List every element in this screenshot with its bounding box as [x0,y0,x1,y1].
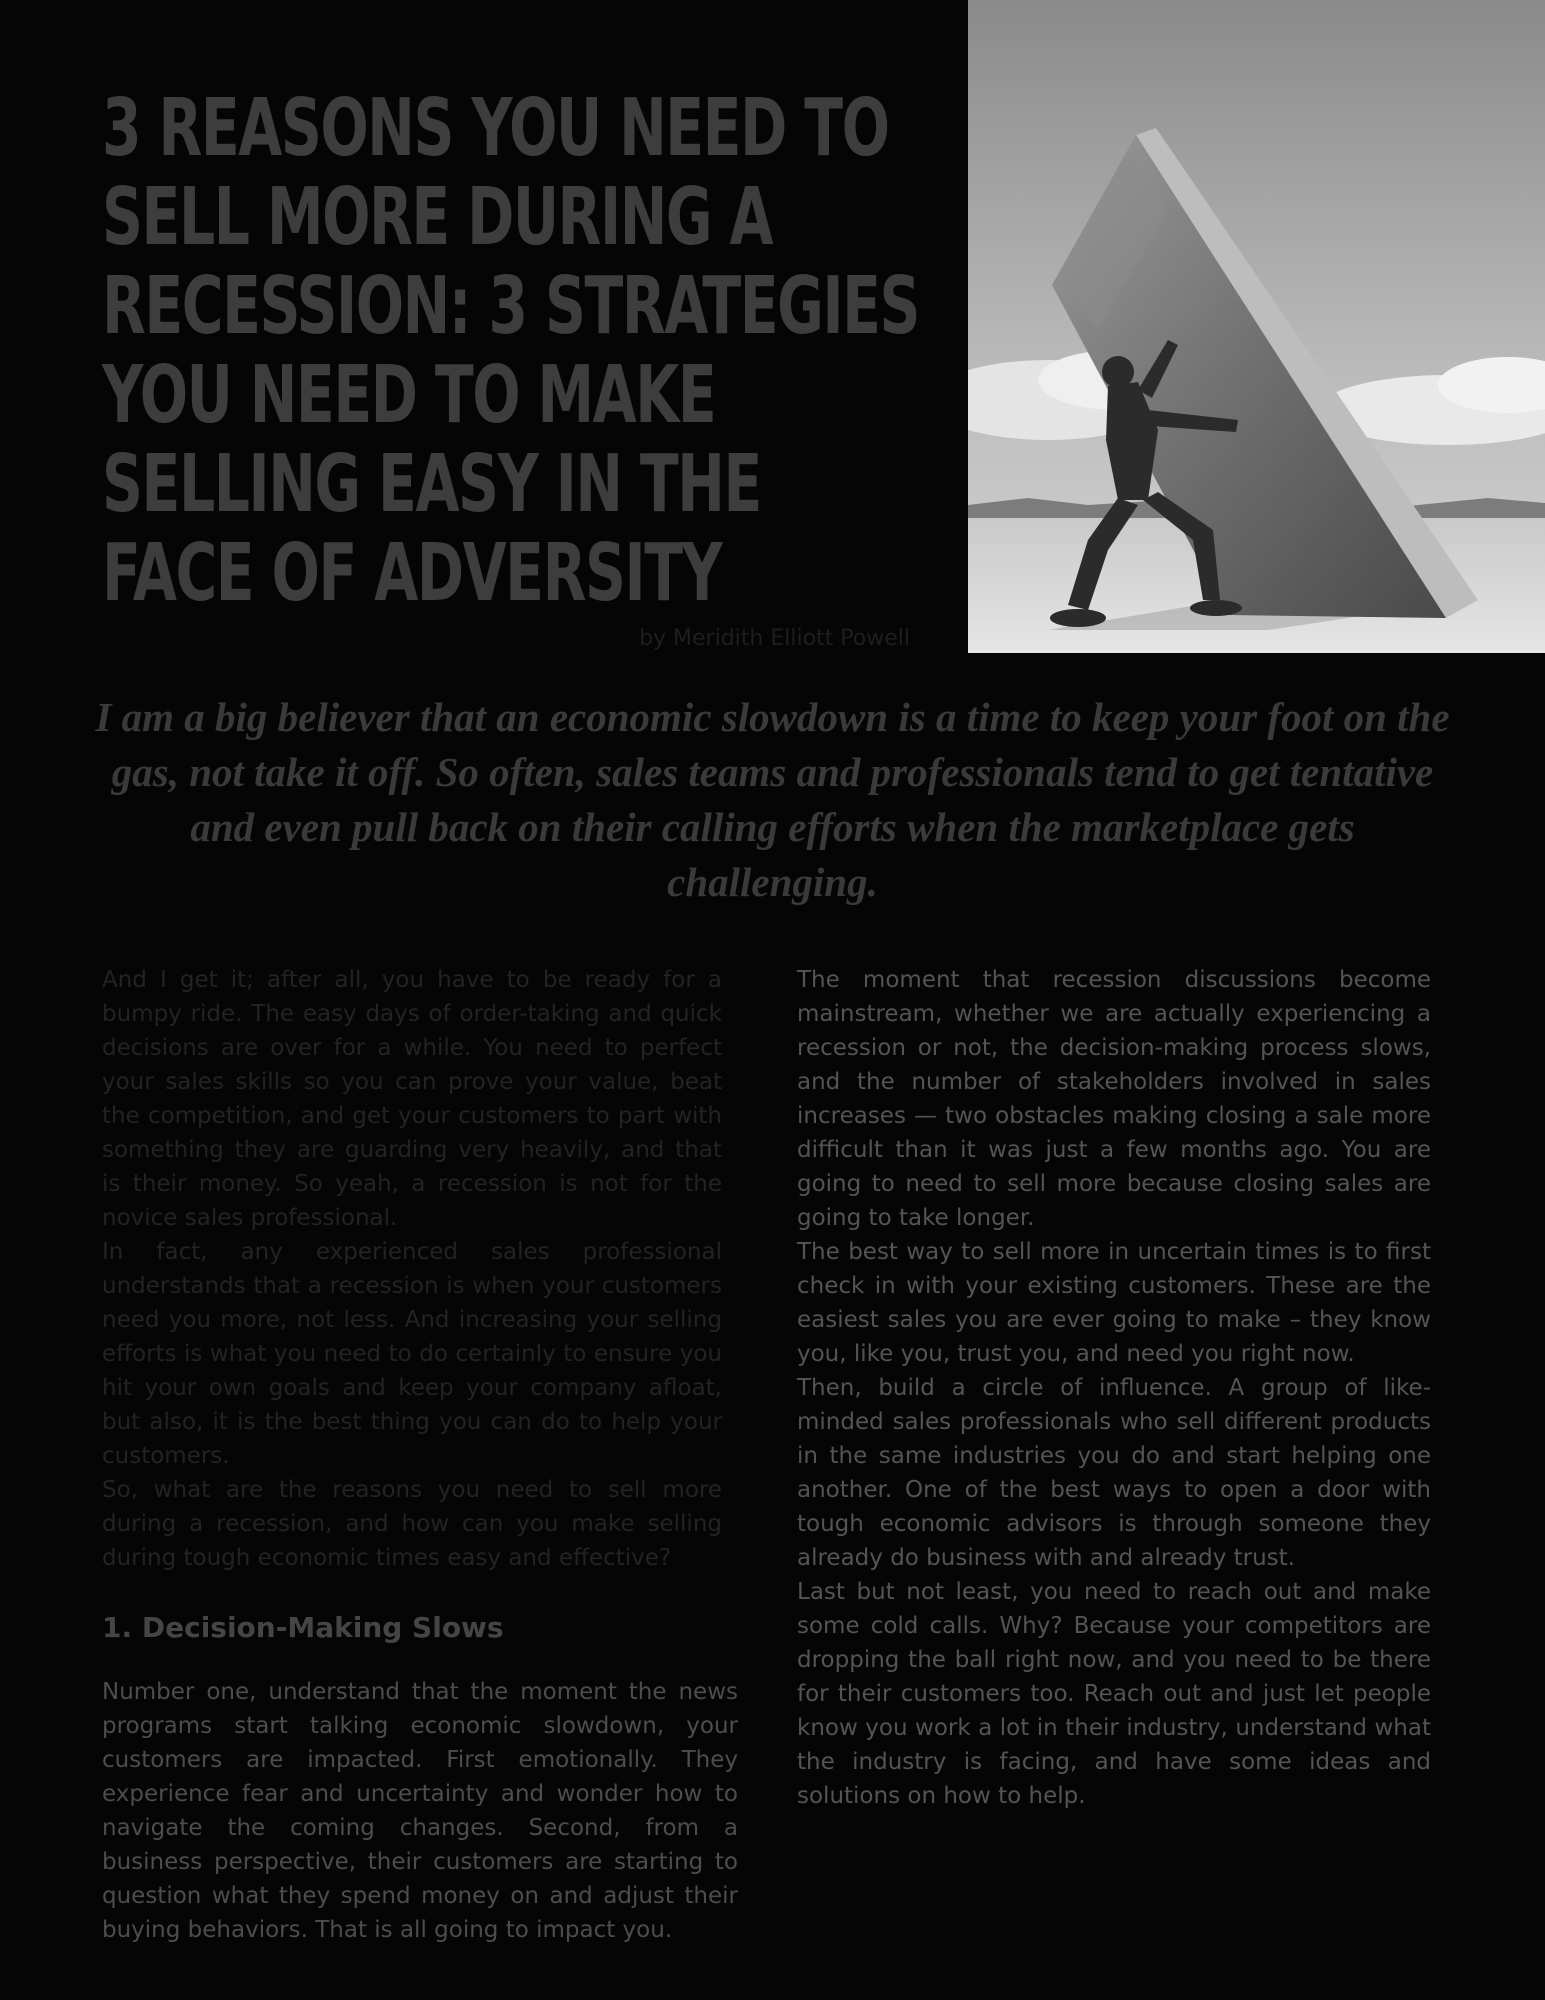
paragraph: The best way to sell more in uncertain times is to first check in with your existing customers. These are the easiest sales you are ever going to make – they know you, like you, trust you, and need you right now. [797,1239,1431,1367]
hero-illustration [968,0,1545,653]
paragraph: Last but not least, you need to reach out and make some cold calls. Why? Because your competitors are dropping the ball right now, and you need to be there for their customers too. Reach out and just let people know you work a lot in their industry, understand what the industry is facing, and have some ideas and solutions on how to help. [797,1579,1431,1809]
paragraph: And I get it; after all, you have to be ready for a bumpy ride. The easy days of order-taking and quick decisions are over for a while. You need to perfect your sales skills so you can prove your value, beat the competition, and get your customers to part with something they are guarding very heavily, and that is their money. So yeah, a recession is not for the novice sales professional. [102,967,722,1231]
paragraph: So, what are the reasons you need to sell more during a recession, and how can you make selling during tough economic times easy and effective? [102,1477,722,1571]
section-heading: 1. Decision-Making Slows [102,1611,504,1644]
paragraph: Number one, understand that the moment the news programs start talking economic slowdown, your customers are impacted. First emotionally. They experience fear and uncertainty and wonder how to navigate the coming changes. Second, from a business perspective, their customers are starting to question what they spend money on and adjust their buying behaviors. That is all going to impact you. [102,1679,738,1943]
paragraph: In fact, any experienced sales professional understands that a recession is when your customers need you more, not less. And increasing your selling efforts is what you need to do certainly to ensure you hit your own goals and keep your company afloat, but also, it is the best thing you can do to help your customers. [102,1239,722,1469]
paragraph: Then, build a circle of influence. A group of like-minded sales professionals who sell different products in the same industries you do and start helping one another. One of the best ways to open a door with tough economic advisors is through someone they already do business with and already trust. [797,1375,1431,1571]
paragraph: The moment that recession discussions become mainstream, whether we are actually experiencing a recession or not, the decision-making process slows, and the number of stakeholders involved in sales increases — two obstacles making closing a sale more difficult than it was just a few months ago. You are going to need to sell more because closing sales are going to take longer. [797,967,1431,1231]
left-column [102,963,738,1947]
article-title: 3 REASONS YOU NEED TO SELL MORE DURING A RECESSION: 3 STRATEGIES YOU NEED TO MAKE SELLING EASY IN THE FACE OF ADVERSITY [102,82,920,619]
man-pushing-concrete-slab-photo [968,0,1545,653]
author-byline: by Meridith Elliott Powell [639,626,910,651]
pull-quote: I am a big believer that an economic slowdown is a time to keep your foot on the gas, not take it off. So often, sales teams and professionals tend to get tentative and even pull back on their calling efforts when the marketplace gets challenging. [95,694,1450,905]
right-column [797,963,1431,1813]
